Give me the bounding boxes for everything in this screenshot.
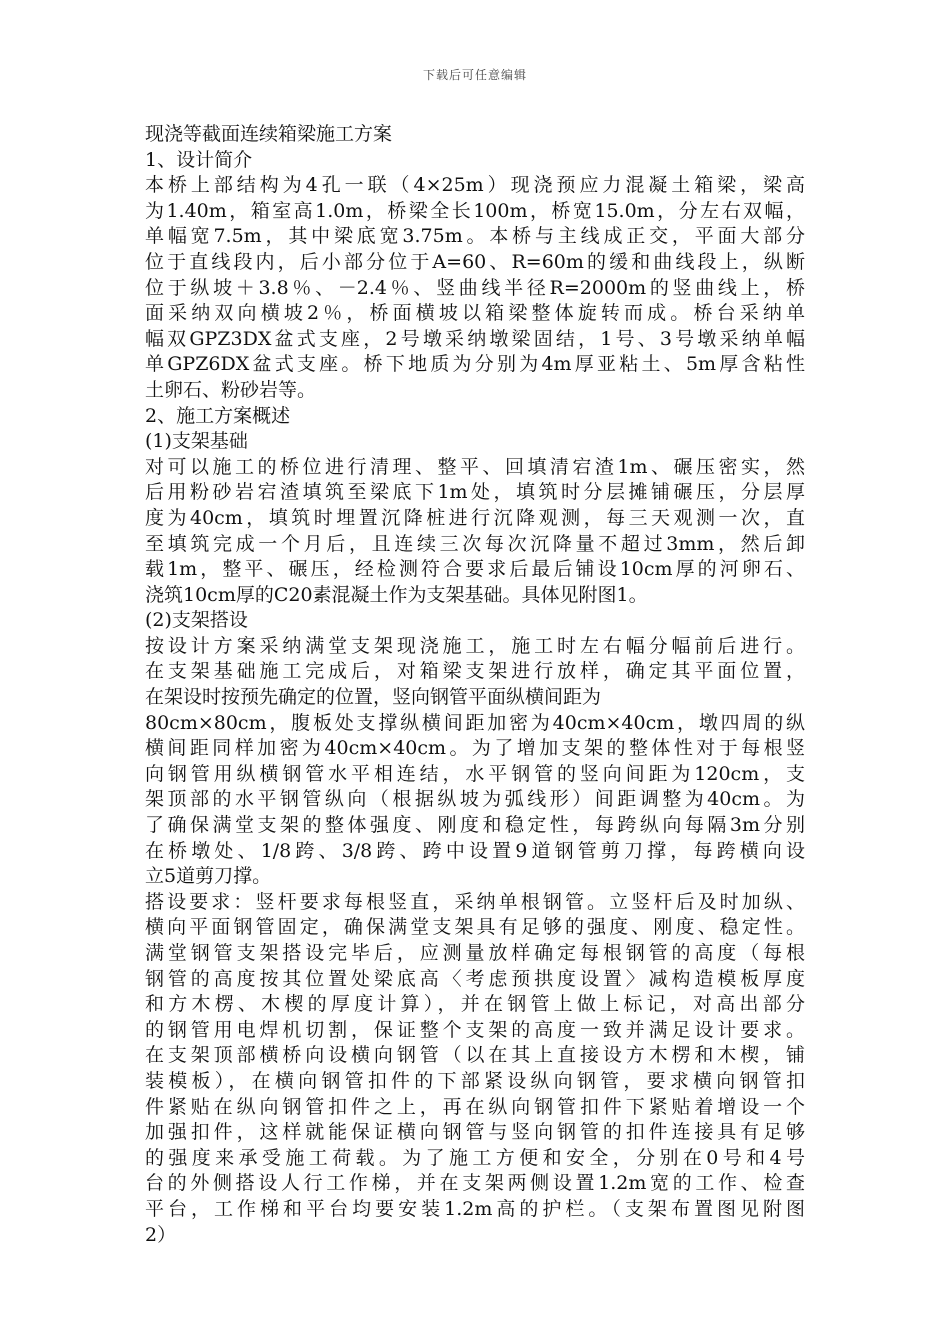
paragraph-line: 浇筑10cm厚的C20素混凝土作为支架基础。具体见附图1。 bbox=[145, 583, 648, 606]
paragraph-line: 位于直线段内，后小部分位于A=60、R=60m的缓和曲线段上，纵断 bbox=[145, 250, 805, 273]
paragraph-line: 在桥墩处、1/8跨、3/8跨、跨中设置9道钢管剪刀撑，每跨横向设 bbox=[145, 839, 805, 862]
paragraph-line: 单幅宽7.5m，其中梁底宽3.75m。本桥与主线成正交，平面大部分 bbox=[145, 225, 805, 248]
paragraph-line: 在支架顶部横桥向设横向钢管（以在其上直接设方木楞和木楔，铺 bbox=[145, 1044, 805, 1067]
paragraph-line: 2） bbox=[145, 1223, 177, 1246]
paragraph-line: 了确保满堂支架的整体强度、刚度和稳定性，每跨纵向每隔3m分别 bbox=[145, 814, 805, 837]
paragraph-line: 单GPZ6DX盆式支座。桥下地质为分别为4m厚亚粘土、5m厚含粘性 bbox=[145, 353, 805, 376]
paragraph-line: 装模板），在横向钢管扣件的下部紧设纵向钢管，要求横向钢管扣 bbox=[145, 1069, 805, 1092]
paragraph-line: 面采纳双向横坡2％，桥面横坡以箱梁整体旋转而成。桥台采纳单 bbox=[145, 302, 805, 325]
paragraph-line: 80cm×80cm，腹板处支撑纵横间距加密为40cm×40cm，墩四周的纵 bbox=[145, 711, 805, 734]
paragraph-line: 的强度来承受施工荷载。为了施工方便和安全，分别在0号和4号 bbox=[145, 1146, 805, 1169]
paragraph-line: 至填筑完成一个月后，且连续三次每次沉降量不超过3mm，然后卸 bbox=[145, 532, 805, 555]
paragraph-line: 横间距同样加密为40cm×40cm。为了增加支架的整体性对于每根竖 bbox=[145, 737, 805, 760]
section-heading-design: 1、设计简介 bbox=[145, 148, 253, 171]
section-heading-overview: 2、施工方案概述 bbox=[145, 404, 291, 427]
paragraph-line: 件紧贴在纵向钢管扣件之上，再在纵向钢管扣件下紧贴着增设一个 bbox=[145, 1095, 805, 1118]
paragraph-line: 架顶部的水平钢管纵向（根据纵坡为弧线形）间距调整为40cm。为 bbox=[145, 788, 805, 811]
paragraph-line: 为1.40m，箱室高1.0m，桥梁全长100m，桥宽15.0m，分左右双幅， bbox=[145, 199, 805, 222]
paragraph-line: 本桥上部结构为4孔一联（4×25m）现浇预应力混凝土箱梁，梁高 bbox=[145, 174, 805, 197]
paragraph-line: 在架设时按预先确定的位置，竖向钢管平面纵横间距为 bbox=[145, 686, 602, 709]
document-title: 现浇等截面连续箱梁施工方案 bbox=[145, 123, 393, 145]
paragraph-line: 搭设要求：竖杆要求每根竖直，采纳单根钢管。立竖杆后及时加纵、 bbox=[145, 890, 805, 913]
page-header-note: 下载后可任意编辑 bbox=[422, 68, 527, 82]
paragraph-line: 幅双GPZ3DX盆式支座，2号墩采纳墩梁固结，1号、3号墩采纳单幅 bbox=[145, 327, 805, 350]
paragraph-line: 横向平面钢管固定，确保满堂支架具有足够的强度、刚度、稳定性。 bbox=[145, 916, 805, 939]
paragraph-line: 满堂钢管支架搭设完毕后，应测量放样确定每根钢管的高度（每根 bbox=[145, 942, 805, 964]
paragraph-line: 度为40cm，填筑时埋置沉降桩进行沉降观测，每三天观测一次，直 bbox=[145, 506, 805, 529]
paragraph-line: 向钢管用纵横钢管水平相连结，水平钢管的竖向间距为120cm，支 bbox=[145, 762, 805, 785]
subsection-heading-erection: (2)支架搭设 bbox=[145, 609, 248, 632]
paragraph-line: 的钢管用电焊机切割，保证整个支架的高度一致并满足设计要求。 bbox=[145, 1018, 805, 1041]
paragraph-line: 和方木楞、木楔的厚度计算），并在钢管上做上标记，对高出部分 bbox=[145, 993, 805, 1016]
paragraph-line: 台的外侧搭设人行工作梯，并在支架两侧设置1.2m宽的工作、检查 bbox=[145, 1172, 805, 1195]
paragraph-line: 载1m，整平、碾压，经检测符合要求后最后铺设10cm厚的河卵石、 bbox=[145, 558, 805, 581]
paragraph-line: 位于纵坡＋3.8％、－2.4％、竖曲线半径R=2000m的竖曲线上，桥 bbox=[145, 276, 805, 299]
paragraph-line: 立5道剪刀撑。 bbox=[145, 865, 272, 888]
subsection-heading-foundation: (1)支架基础 bbox=[145, 430, 248, 453]
paragraph-line: 在支架基础施工完成后，对箱梁支架进行放样，确定其平面位置， bbox=[145, 660, 805, 683]
paragraph-line: 按设计方案采纳满堂支架现浇施工，施工时左右幅分幅前后进行。 bbox=[145, 634, 805, 657]
paragraph-line: 对可以施工的桥位进行清理、整平、回填清宕渣1m、碾压密实，然 bbox=[145, 455, 805, 478]
paragraph-line: 钢管的高度按其位置处梁底高〈考虑预拱度设置〉减构造模板厚度 bbox=[145, 967, 805, 990]
paragraph-line: 土卵石、粉砂岩等。 bbox=[145, 378, 317, 401]
paragraph-line: 加强扣件，这样就能保证横向钢管与竖向钢管的扣件连接具有足够 bbox=[145, 1121, 805, 1144]
document-body bbox=[145, 122, 805, 1248]
paragraph-line: 后用粉砂岩宕渣填筑至梁底下1m处，填筑时分层摊铺碾压，分层厚 bbox=[145, 481, 805, 504]
paragraph-line: 平台，工作梯和平台均要安装1.2m高的护栏。（支架布置图见附图 bbox=[145, 1197, 805, 1220]
